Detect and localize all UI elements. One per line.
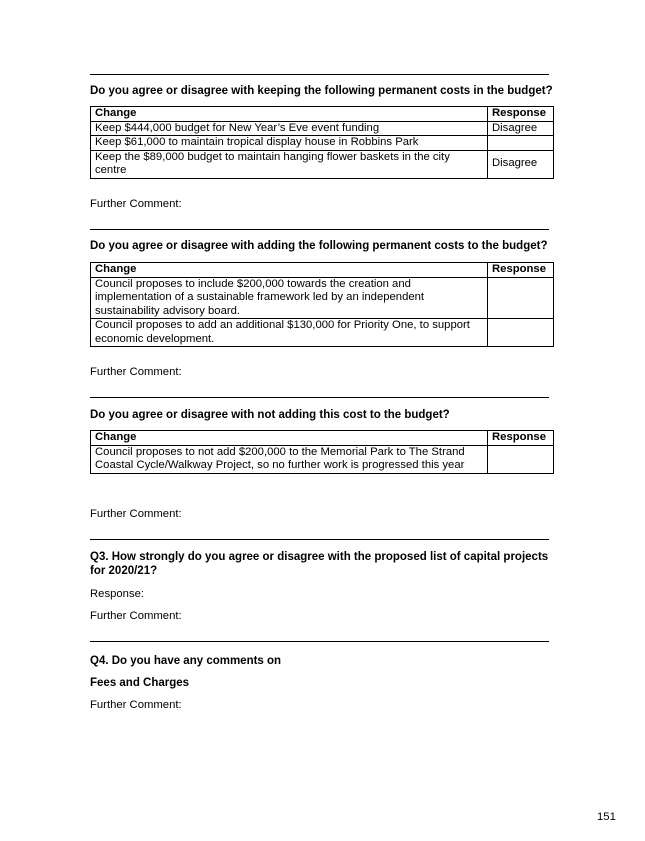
question-add-costs: Do you agree or disagree with adding the following permanent costs to the budget? [90, 240, 548, 252]
change-cell: Council proposes to include $200,000 towards the creation and implementation of a sustainable framework led by an independent sustainability advisory board. [91, 277, 488, 319]
not-adding-cost-table [90, 430, 554, 474]
response-cell: Disagree [488, 121, 554, 136]
table-header-row [91, 263, 554, 278]
question-keep-costs: Do you agree or disagree with keeping the following permanent costs in the budget? [90, 85, 553, 97]
change-cell: Keep the $89,000 budget to maintain hanging flower baskets in the city centre [91, 150, 488, 178]
response-cell [488, 319, 554, 347]
question-q4: Q4. Do you have any comments on [90, 655, 282, 667]
section-divider [90, 641, 549, 642]
table-row [91, 136, 554, 151]
response-label: Response: [90, 588, 145, 600]
table-row [91, 445, 554, 473]
add-costs-table [90, 262, 554, 347]
change-cell: Council proposes to not add $200,000 to the Memorial Park to The Strand Coastal Cycle/Walkway Project, so no further work is progressed this year [91, 445, 488, 473]
change-cell: Council proposes to add an additional $130,000 for Priority One, to support economic development. [91, 319, 488, 347]
table-row [91, 277, 554, 319]
table-header-row [91, 431, 554, 446]
response-header: Response [488, 263, 554, 278]
response-header: Response [488, 107, 554, 122]
change-header: Change [91, 263, 488, 278]
further-comment-label: Further Comment: [90, 610, 182, 622]
response-cell [488, 445, 554, 473]
question-q3: Q3. How strongly do you agree or disagree with the proposed list of capital projects for 2020/21? [90, 551, 549, 577]
response-header: Response [488, 431, 554, 446]
section-divider [90, 229, 549, 230]
table-header-row [91, 107, 554, 122]
section-divider [90, 539, 549, 540]
question-not-adding-cost: Do you agree or disagree with not adding this cost to the budget? [90, 409, 450, 421]
fees-and-charges-heading: Fees and Charges [90, 677, 190, 689]
section-divider [90, 397, 549, 398]
response-cell [488, 277, 554, 319]
change-header: Change [91, 107, 488, 122]
change-cell: Keep $444,000 budget for New Year’s Eve event funding [91, 121, 488, 136]
table-row [91, 121, 554, 136]
further-comment-label: Further Comment: [90, 699, 182, 711]
change-header: Change [91, 431, 488, 446]
table-row [91, 319, 554, 347]
keep-costs-table [90, 106, 554, 179]
page-number: 151 [597, 811, 616, 823]
further-comment-label: Further Comment: [90, 508, 182, 520]
further-comment-label: Further Comment: [90, 366, 182, 378]
section-divider [90, 74, 549, 75]
further-comment-label: Further Comment: [90, 198, 182, 210]
change-cell: Keep $61,000 to maintain tropical display house in Robbins Park [91, 136, 488, 151]
response-cell: Disagree [488, 150, 554, 178]
response-cell [488, 136, 554, 151]
table-row [91, 150, 554, 178]
